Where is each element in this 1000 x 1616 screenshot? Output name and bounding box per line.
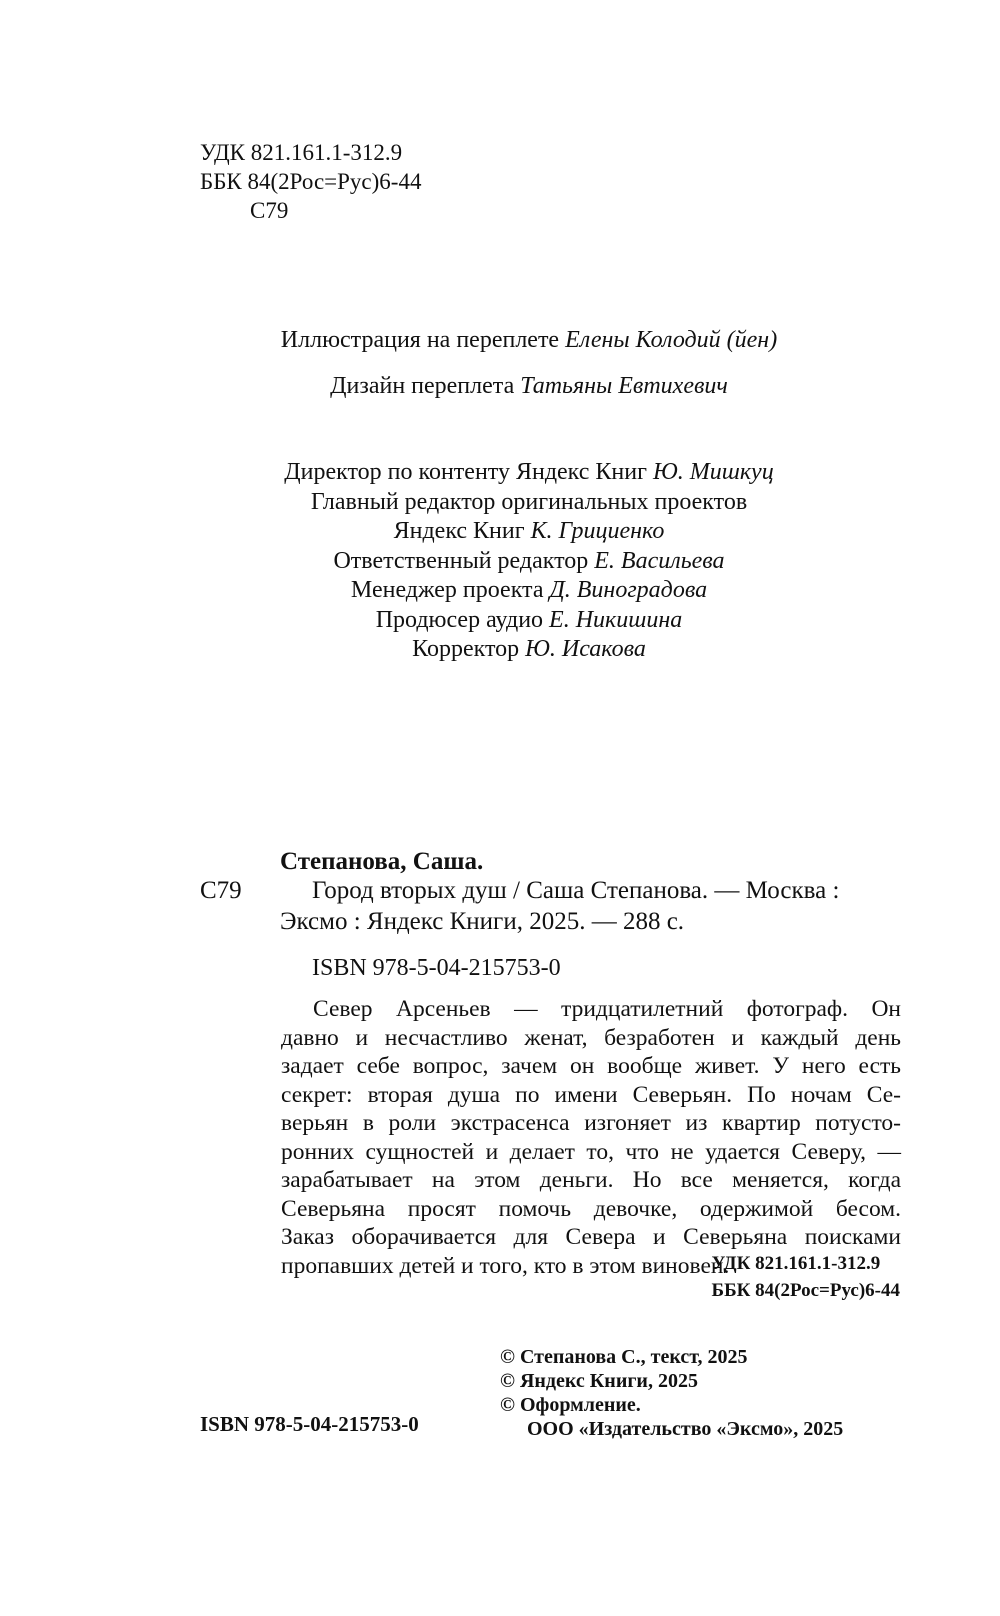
staff-credit-chief-editor-line1 xyxy=(58,488,1000,518)
bibliography-isbn: ISBN 978-5-04-215753-0 xyxy=(312,955,561,981)
copyright-line: © Степанова С., текст, 2025 xyxy=(500,1346,748,1368)
credit-role: Главный редактор оригинальных проектов xyxy=(310,488,748,515)
udk-code: УДК 821.161.1-312.9 xyxy=(711,1253,881,1274)
credit-name: Д. Виноградова xyxy=(549,577,708,603)
annotation-line: Север Арсеньев — тридцатилетний фотограф. Он xyxy=(313,996,901,1022)
bbk-code: ББК 84(2Рос=Рус)6-44 xyxy=(711,1280,900,1301)
annotation-line: секрет: вторая душа по имени Северьян. По ночам Се- xyxy=(281,1081,901,1108)
annotation-line: давно и несчастливо женат, безработен и каждый день xyxy=(281,1024,901,1051)
copyright-block xyxy=(500,1345,843,1441)
bibliography-author-code: С79 xyxy=(200,877,242,904)
book-annotation xyxy=(281,995,901,1280)
staff-credit-proofreader xyxy=(58,635,1000,665)
annotation-line: задает себе вопрос, зачем он вообще живет. У него есть xyxy=(281,1053,901,1079)
cover-credits xyxy=(0,317,1000,409)
credit-name: Е. Никишина xyxy=(549,606,683,633)
cover-credit-design xyxy=(58,363,1000,409)
credit-name: К. Грициенко xyxy=(530,518,665,544)
annotation-line: ронних сущностей и делает то, что не удается Северу, — xyxy=(281,1138,901,1165)
bibliography-classification-codes xyxy=(712,1250,900,1304)
copyright-line: ООО «Издательство «Эксмо», 2025 xyxy=(527,1418,844,1440)
cover-credit-illustration xyxy=(58,317,1000,363)
staff-credit-chief-editor-line2 xyxy=(58,517,1000,547)
copyright-line: © Оформление. xyxy=(500,1394,641,1416)
staff-credits xyxy=(0,458,1000,665)
udk-code: УДК 821.161.1-312.9 xyxy=(200,140,403,165)
credit-role: Иллюстрация на переплете xyxy=(280,327,560,353)
credit-role: Корректор xyxy=(412,636,520,662)
copyright-line: © Яндекс Книги, 2025 xyxy=(500,1370,698,1392)
credit-name: Елены Колодий (йен) xyxy=(565,327,778,353)
bibliography-author: Степанова, Саша. xyxy=(280,848,484,875)
annotation-line: Северьяна просят помочь девочке, одержимой бесом. xyxy=(281,1195,901,1222)
credit-name: Е. Васильева xyxy=(594,547,725,574)
credit-name: Ю. Мишкуц xyxy=(652,459,774,485)
credit-role: Менеджер проекта xyxy=(350,577,544,603)
author-sign-code: С79 xyxy=(250,198,289,223)
credit-role: Дизайн переплета xyxy=(330,373,515,399)
isbn-bottom: ISBN 978-5-04-215753-0 xyxy=(200,1412,419,1436)
staff-credit-responsible-editor xyxy=(58,547,1000,577)
credit-role: Яндекс Книг xyxy=(393,518,525,544)
credit-role: Продюсер аудио xyxy=(375,606,544,633)
credit-name: Татьяны Евтихевич xyxy=(520,373,728,399)
top-classification-codes xyxy=(200,138,421,225)
bbk-code: ББК 84(2Рос=Рус)6-44 xyxy=(200,169,422,194)
annotation-line: пропавших детей и того, кто в этом виновен. xyxy=(281,1252,730,1279)
staff-credit-project-manager xyxy=(58,576,1000,606)
staff-credit-audio-producer xyxy=(58,606,1000,636)
annotation-line: зарабатывает на этом деньги. Но все меняется, когда xyxy=(281,1167,901,1193)
credit-role: Ответственный редактор xyxy=(333,547,589,574)
bibliography-title-line-2: Эксмо : Яндекс Книги, 2025. — 288 с. xyxy=(280,908,685,935)
credit-name: Ю. Исакова xyxy=(525,636,646,662)
staff-credit-content-director xyxy=(58,458,1000,488)
annotation-line: верьян в роли экстрасенса изгоняет из квартир потусто- xyxy=(281,1110,901,1136)
credit-role: Директор по контенту Яндекс Книг xyxy=(284,459,647,485)
bibliography-title-line-1: Город вторых душ / Саша Степанова. — Москва : xyxy=(312,877,840,904)
annotation-line: Заказ оборачивается для Севера и Северьяна поисками xyxy=(281,1224,901,1250)
